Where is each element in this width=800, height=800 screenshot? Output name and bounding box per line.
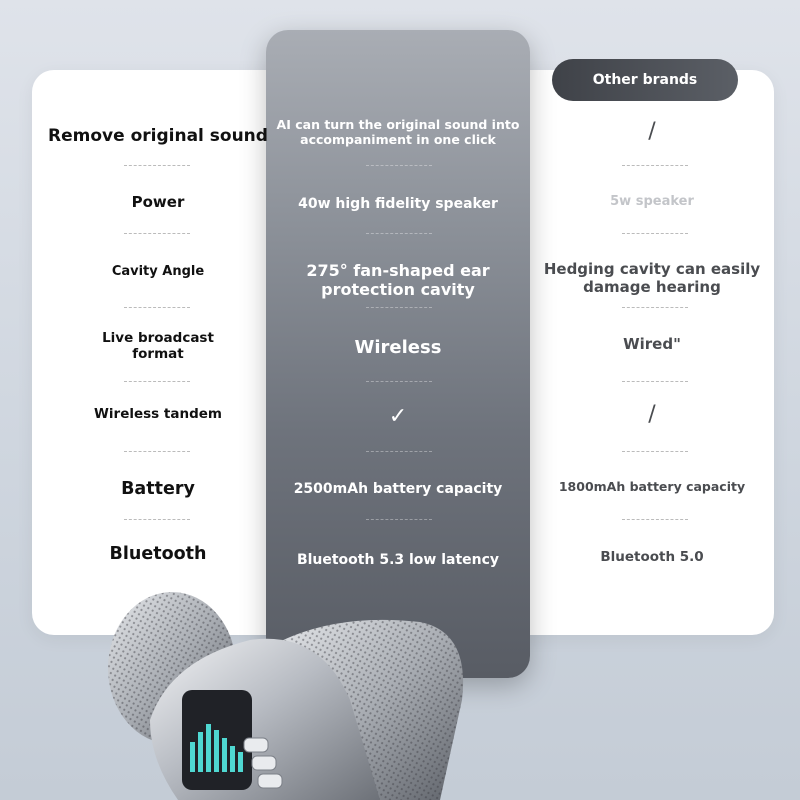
row-divider <box>622 451 688 452</box>
row-feature-wireless-tandem: Wireless tandem <box>94 405 222 422</box>
row-divider <box>124 165 190 166</box>
row-ours-cavity-angle: 275° fan-shaped ear protection cavity <box>306 260 490 299</box>
row-feature-battery: Battery <box>121 478 195 499</box>
row-others-bluetooth: Bluetooth 5.0 <box>600 548 704 565</box>
row-ours-power: 40w high fidelity speaker <box>298 195 498 212</box>
row-divider <box>366 165 432 166</box>
check-icon: ✓ <box>388 403 408 429</box>
row-ours-bluetooth: Bluetooth 5.3 low latency <box>296 551 500 568</box>
row-divider <box>366 519 432 520</box>
row-divider <box>124 381 190 382</box>
row-feature-power: Power <box>131 193 185 211</box>
row-feature-remove-sound: Remove original sound <box>48 125 268 146</box>
row-divider <box>366 307 432 308</box>
row-ours-remove-sound: AI can turn the original sound into accompaniment in one click <box>276 117 520 147</box>
row-ours-battery: 2500mAh battery capacity <box>293 480 503 497</box>
other-brands-header: Other brands <box>552 59 738 101</box>
row-ours-live-broadcast: Wireless <box>354 337 442 359</box>
row-feature-bluetooth: Bluetooth <box>109 543 207 564</box>
row-divider <box>622 233 688 234</box>
row-divider <box>366 381 432 382</box>
mic-display <box>190 724 243 772</box>
row-divider <box>622 165 688 166</box>
row-divider <box>124 451 190 452</box>
row-divider <box>366 233 432 234</box>
row-others-live-broadcast: Wired" <box>623 335 681 353</box>
row-divider <box>124 233 190 234</box>
row-divider <box>622 381 688 382</box>
row-others-battery: 1800mAh battery capacity <box>558 478 746 494</box>
row-divider <box>622 307 688 308</box>
row-others-cavity-angle: Hedging cavity can easily damage hearing <box>543 260 761 296</box>
row-divider <box>124 307 190 308</box>
row-others-power: 5w speaker <box>610 194 694 210</box>
row-feature-cavity-angle: Cavity Angle <box>111 264 205 280</box>
row-divider <box>366 451 432 452</box>
row-feature-live-broadcast: Live broadcast format <box>102 329 214 362</box>
row-others-remove-sound: / <box>648 118 656 144</box>
row-others-wireless-tandem: / <box>648 401 656 427</box>
row-divider <box>622 519 688 520</box>
row-divider <box>124 519 190 520</box>
